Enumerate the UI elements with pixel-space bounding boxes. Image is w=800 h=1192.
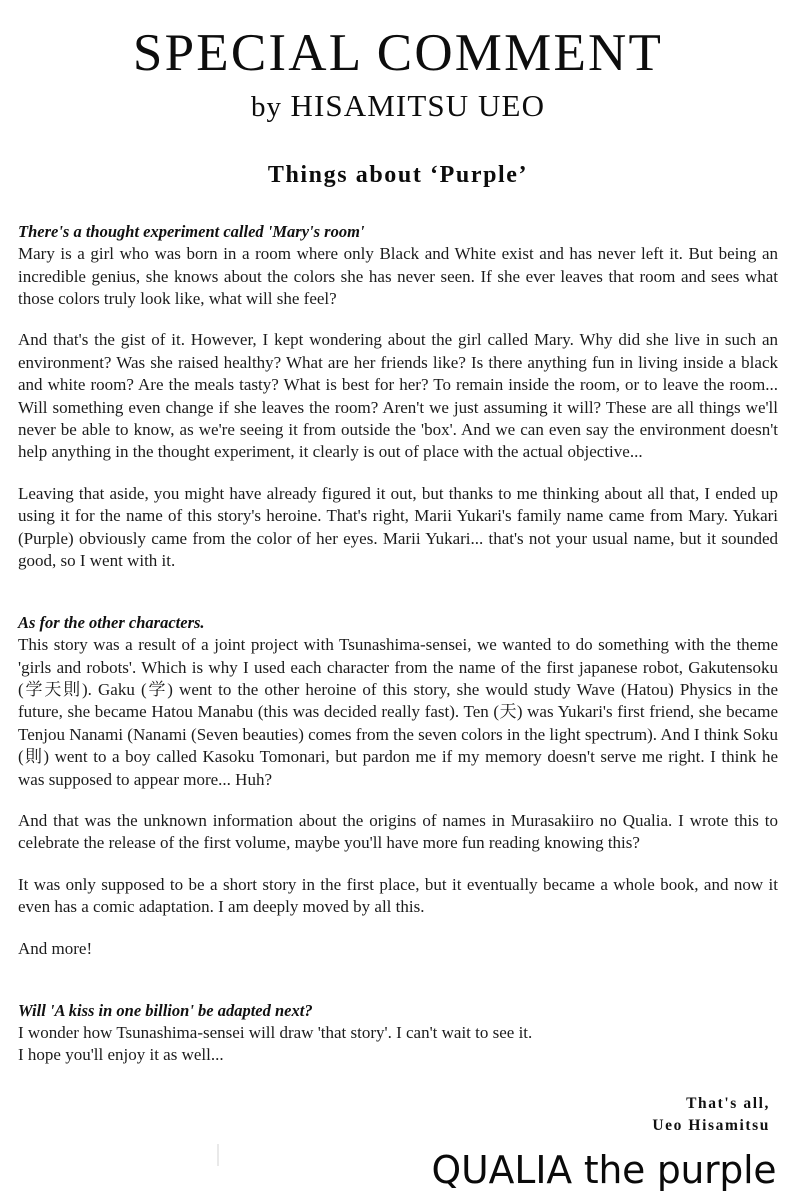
qualia-the-purple-logo (431, 1147, 776, 1192)
article-body (18, 221, 778, 1066)
byline (18, 88, 778, 124)
signature-closing: That's all, (686, 1094, 770, 1112)
heading-other-characters: As for the other characters. (18, 613, 205, 633)
paragraph-spacer (18, 791, 778, 810)
paragraph-that-story: I wonder how Tsunashima-sensei will draw 'that story'. I can't wait to see it. (18, 1022, 533, 1042)
paragraph-other-characters: This story was a result of a joint project with Tsunashima-sensei, we wanted to do something with the theme 'girls and robots'. Which is why I used each character from the name of the first japanese robot, Gakutensoku (学天則). Gaku (学) went to the other heroine of this story, she would study Wave (Hatou) Physics in the future, she became Hatou Manabu (this was decided really fast). Ten (天) was Yukari's first friend, she became Tenjou Nanami (Nanami (Seven beauties) comes from the seven colors in the light spectrum). And I think Soku (則) went to a boy called Kasoku Tomonari, but pardon me if my memory doesn't serve me right. I think he was supposed to appear more... Huh? (18, 635, 778, 789)
heading-marys-room: There's a thought experiment called 'Mary's room' (18, 222, 365, 242)
paragraph-name-origins: And that was the unknown information about the origins of names in Murasakiiro no Qualia. I wrote this to celebrate the release of the first volume, maybe you'll have more fun reading knowing this? (18, 811, 778, 853)
logo-mark-text: QUALIA (431, 1147, 572, 1192)
page-title: SPECIAL COMMENT (132, 24, 664, 82)
paragraph-and-more: And more! (18, 938, 93, 958)
paragraph-spacer (18, 855, 778, 874)
logo-tail-text: the purple (571, 1147, 776, 1192)
article-subtitle: Things about ‘Purple’ (267, 162, 529, 189)
paragraph-gist: And that's the gist of it. However, I kept wondering about the girl called Mary. Why did she live in such an environment? Was she raised healthy? What are her friends like? Is there anything fun in living inside a black and white room? Are the meals tasty? What is best for her? To remain inside the room, or to leave the room... Will something even change if she leaves the room? Aren't we just assuming it will? These are all things we'll never be able to know, as we're seeing it from outside the 'box'. And we can even say the environment doesn't help anything in the thought experiment, it clearly is out of place with the actual objective... (18, 330, 778, 462)
paragraph-spacer (18, 464, 778, 483)
scan-artifact (217, 1144, 219, 1166)
logo-row (18, 1147, 778, 1192)
paragraph-spacer (18, 919, 778, 938)
paragraph-spacer (18, 310, 778, 329)
byline-author: HISAMITSU UEO (290, 88, 546, 124)
heading-kiss-in-one-billion: Will 'A kiss in one billion' be adapted next? (18, 1001, 313, 1021)
byline-preposition: by (250, 91, 291, 124)
masthead (18, 0, 778, 189)
paragraph-enjoy: I hope you'll enjoy it as well... (18, 1045, 224, 1065)
signature-block (18, 1093, 778, 1137)
signature-name: Ueo Hisamitsu (652, 1116, 770, 1134)
section-spacer (18, 572, 778, 612)
paragraph-short-story: It was only supposed to be a short story in the first place, but it eventually became a whole book, and now it even has a comic adaptation. I am deeply moved by all this. (18, 874, 778, 917)
paragraph-marys-room: Mary is a girl who was born in a room where only Black and White exist and has never left it. But being an incredible genius, she knows about the colors she has never seen. If she ever leaves that room and sees what those colors truly look like, what will she feel? (18, 244, 778, 308)
paragraph-heroine-name: Leaving that aside, you might have already figured it out, but thanks to me thinking about all that, I ended up using it for the name of this story's heroine. That's right, Marii Yukari's family name came from Mary. Yukari (Purple) obviously came from the color of her eyes. Marii Yukari... that's not your usual name, but it sounded good, so I went with it. (18, 483, 778, 571)
section-spacer (18, 960, 778, 1000)
